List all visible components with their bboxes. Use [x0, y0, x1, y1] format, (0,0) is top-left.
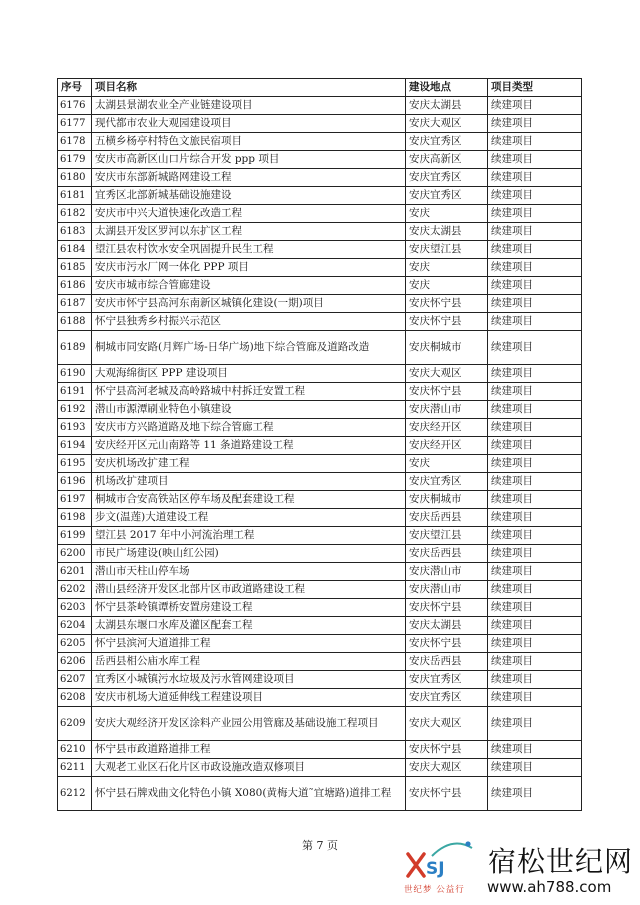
cell-location: 安庆宜秀区: [406, 169, 488, 187]
cell-index: 6212: [58, 777, 92, 811]
cell-project-name: 安庆市方兴路道路及地下综合管廊工程: [92, 419, 406, 437]
cell-index: 6210: [58, 741, 92, 759]
table-row: [58, 599, 582, 617]
table-row: [58, 401, 582, 419]
cell-project-type: 续建项目: [488, 313, 582, 331]
cell-project-name: 桐城市合安高铁站区停车场及配套建设工程: [92, 491, 406, 509]
cell-index: 6200: [58, 545, 92, 563]
cell-index: 6207: [58, 671, 92, 689]
cell-project-type: 续建项目: [488, 545, 582, 563]
cell-project-name: 潜山市天柱山停车场: [92, 563, 406, 581]
cell-project-name: 安庆市怀宁县高河东南新区城镇化建设(一期)项目: [92, 295, 406, 313]
cell-location: 安庆大观区: [406, 707, 488, 741]
cell-index: 6189: [58, 331, 92, 365]
cell-index: 6211: [58, 759, 92, 777]
cell-project-type: 续建项目: [488, 133, 582, 151]
cell-project-type: 续建项目: [488, 741, 582, 759]
cell-project-name: 桐城市同安路(月辉广场-日华广场)地下综合管廊及道路改造: [92, 331, 406, 365]
site-url: www.ah788.com: [487, 878, 612, 896]
cell-project-name: 机场改扩建项目: [92, 473, 406, 491]
cell-project-name: 怀宁县石牌戏曲文化特色小镇 X080(黄梅大道˜宜塘路)道排工程: [92, 777, 406, 811]
cell-project-name: 太湖县东堰口水库及灌区配套工程: [92, 617, 406, 635]
page-number: 第 7 页: [302, 839, 338, 852]
cell-project-type: 续建项目: [488, 383, 582, 401]
cell-project-type: 续建项目: [488, 437, 582, 455]
cell-index: 6208: [58, 689, 92, 707]
column-header-project-name: 项目名称: [92, 79, 406, 97]
cell-project-type: 续建项目: [488, 653, 582, 671]
table-row: [58, 223, 582, 241]
cell-project-name: 安庆市机场大道延伸线工程建设项目: [92, 689, 406, 707]
cell-location: 安庆潜山市: [406, 401, 488, 419]
table-row: [58, 759, 582, 777]
cell-location: 安庆: [406, 277, 488, 295]
cell-project-type: 续建项目: [488, 241, 582, 259]
cell-location: 安庆大观区: [406, 115, 488, 133]
table-row: [58, 671, 582, 689]
cell-index: 6206: [58, 653, 92, 671]
logo-letters: SJ: [426, 859, 445, 879]
table-row: [58, 635, 582, 653]
cell-index: 6205: [58, 635, 92, 653]
cell-project-name: 望江县农村饮水安全巩固提升民生工程: [92, 241, 406, 259]
cell-index: 6203: [58, 599, 92, 617]
cell-project-name: 市民广场建设(映山红公园): [92, 545, 406, 563]
cell-project-type: 续建项目: [488, 401, 582, 419]
table-row: [58, 295, 582, 313]
cell-project-name: 步文(温莲)大道建设工程: [92, 509, 406, 527]
cell-index: 6181: [58, 187, 92, 205]
table-row: [58, 527, 582, 545]
cell-index: 6197: [58, 491, 92, 509]
table-row: [58, 205, 582, 223]
cell-index: 6182: [58, 205, 92, 223]
cell-index: 6193: [58, 419, 92, 437]
cell-project-type: 续建项目: [488, 97, 582, 115]
table-row: [58, 97, 582, 115]
cell-project-type: 续建项目: [488, 509, 582, 527]
cell-project-type: 续建项目: [488, 419, 582, 437]
cell-index: 6191: [58, 383, 92, 401]
site-name: 宿松世纪网: [488, 845, 634, 878]
cell-project-type: 续建项目: [488, 671, 582, 689]
cell-index: 6183: [58, 223, 92, 241]
cell-index: 6192: [58, 401, 92, 419]
cell-index: 6187: [58, 295, 92, 313]
cell-location: 安庆桐城市: [406, 331, 488, 365]
cell-location: 安庆经开区: [406, 419, 488, 437]
cell-location: 安庆怀宁县: [406, 383, 488, 401]
table-row: [58, 331, 582, 365]
cell-location: 安庆潜山市: [406, 581, 488, 599]
cell-project-type: 续建项目: [488, 563, 582, 581]
cell-project-name: 太湖县开发区罗河以东扩区工程: [92, 223, 406, 241]
cell-location: 安庆太湖县: [406, 223, 488, 241]
cell-project-name: 大观海绵街区 PPP 建设项目: [92, 365, 406, 383]
cell-project-name: 安庆市污水厂网一体化 PPP 项目: [92, 259, 406, 277]
cell-project-type: 续建项目: [488, 365, 582, 383]
cell-project-type: 续建项目: [488, 277, 582, 295]
cell-project-type: 续建项目: [488, 187, 582, 205]
table-row: [58, 365, 582, 383]
logo-dot: [465, 841, 470, 846]
cell-index: 6195: [58, 455, 92, 473]
cell-project-name: 宜秀区北部新城基础设施建设: [92, 187, 406, 205]
table-row: [58, 169, 582, 187]
table-row: [58, 259, 582, 277]
table-row: [58, 777, 582, 811]
table-row: [58, 689, 582, 707]
cell-location: 安庆怀宁县: [406, 599, 488, 617]
cell-project-name: 潜山县经济开发区北部片区市政道路建设工程: [92, 581, 406, 599]
cell-index: 6202: [58, 581, 92, 599]
cell-project-name: 太湖县景湖农业全产业链建设项目: [92, 97, 406, 115]
cell-index: 6199: [58, 527, 92, 545]
table-row: [58, 151, 582, 169]
column-header-project-type: 项目类型: [488, 79, 582, 97]
cell-location: 安庆岳西县: [406, 509, 488, 527]
table-row: [58, 419, 582, 437]
cell-location: 安庆高新区: [406, 151, 488, 169]
table-row: [58, 545, 582, 563]
cell-location: 安庆经开区: [406, 437, 488, 455]
cell-project-name: 望江县 2017 年中小河流治理工程: [92, 527, 406, 545]
cell-project-name: 安庆市高新区山口片综合开发 ppp 项目: [92, 151, 406, 169]
logo-slogan: 世纪梦 公益行: [404, 885, 465, 895]
cell-index: 6176: [58, 97, 92, 115]
table-row: [58, 241, 582, 259]
cell-project-type: 续建项目: [488, 223, 582, 241]
cell-location: 安庆: [406, 205, 488, 223]
cell-location: 安庆大观区: [406, 759, 488, 777]
table-row: [58, 187, 582, 205]
cell-location: 安庆怀宁县: [406, 313, 488, 331]
cell-project-type: 续建项目: [488, 491, 582, 509]
cell-location: 安庆桐城市: [406, 491, 488, 509]
cell-project-name: 怀宁县市政道路道排工程: [92, 741, 406, 759]
cell-project-name: 潜山市源潭刷业特色小镇建设: [92, 401, 406, 419]
cell-index: 6185: [58, 259, 92, 277]
cell-project-type: 续建项目: [488, 617, 582, 635]
cell-index: 6177: [58, 115, 92, 133]
cell-project-type: 续建项目: [488, 115, 582, 133]
cell-project-name: 怀宁县独秀乡村振兴示范区: [92, 313, 406, 331]
cell-index: 6184: [58, 241, 92, 259]
table-row: [58, 707, 582, 741]
cell-project-type: 续建项目: [488, 527, 582, 545]
column-header-index: 序号: [58, 79, 92, 97]
cell-project-type: 续建项目: [488, 205, 582, 223]
logo-x-stroke: [408, 854, 424, 876]
cell-location: 安庆怀宁县: [406, 295, 488, 313]
cell-index: 6180: [58, 169, 92, 187]
cell-project-type: 续建项目: [488, 635, 582, 653]
cell-project-type: 续建项目: [488, 331, 582, 365]
cell-project-name: 宜秀区小城镇污水垃圾及污水管网建设项目: [92, 671, 406, 689]
cell-project-name: 安庆市东部新城路网建设工程: [92, 169, 406, 187]
cell-location: 安庆岳西县: [406, 653, 488, 671]
cell-project-name: 怀宁县滨河大道道排工程: [92, 635, 406, 653]
cell-project-name: 安庆经开区元山南路等 11 条道路建设工程: [92, 437, 406, 455]
cell-project-name: 安庆机场改扩建工程: [92, 455, 406, 473]
cell-project-type: 续建项目: [488, 707, 582, 741]
cell-location: 安庆望江县: [406, 527, 488, 545]
cell-project-type: 续建项目: [488, 777, 582, 811]
table-header-row: [58, 79, 582, 97]
table-row: [58, 563, 582, 581]
cell-project-type: 续建项目: [488, 259, 582, 277]
cell-location: 安庆望江县: [406, 241, 488, 259]
cell-location: 安庆岳西县: [406, 545, 488, 563]
cell-project-type: 续建项目: [488, 151, 582, 169]
table-row: [58, 653, 582, 671]
cell-location: 安庆太湖县: [406, 97, 488, 115]
table-row: [58, 509, 582, 527]
cell-project-type: 续建项目: [488, 473, 582, 491]
cell-location: 安庆宜秀区: [406, 689, 488, 707]
cell-project-name: 岳西县相公庙水库工程: [92, 653, 406, 671]
cell-project-type: 续建项目: [488, 599, 582, 617]
cell-project-name: 安庆市中兴大道快速化改造工程: [92, 205, 406, 223]
table-row: [58, 581, 582, 599]
cell-project-name: 现代都市农业大观园建设项目: [92, 115, 406, 133]
cell-index: 6188: [58, 313, 92, 331]
table-row: [58, 437, 582, 455]
cell-project-type: 续建项目: [488, 581, 582, 599]
cell-index: 6186: [58, 277, 92, 295]
cell-project-type: 续建项目: [488, 295, 582, 313]
cell-project-type: 续建项目: [488, 455, 582, 473]
column-header-location: 建设地点: [406, 79, 488, 97]
cell-index: 6198: [58, 509, 92, 527]
cell-project-type: 续建项目: [488, 689, 582, 707]
cell-project-name: 五横乡杨亭村特色文旅民宿项目: [92, 133, 406, 151]
cell-location: 安庆怀宁县: [406, 741, 488, 759]
cell-project-name: 安庆市城市综合管廊建设: [92, 277, 406, 295]
cell-location: 安庆宜秀区: [406, 133, 488, 151]
cell-location: 安庆宜秀区: [406, 187, 488, 205]
cell-project-name: 大观老工业区石化片区市政设施改造双修项目: [92, 759, 406, 777]
cell-location: 安庆宜秀区: [406, 473, 488, 491]
table-row: [58, 383, 582, 401]
table-row: [58, 473, 582, 491]
cell-location: 安庆怀宁县: [406, 777, 488, 811]
cell-index: 6178: [58, 133, 92, 151]
cell-index: 6179: [58, 151, 92, 169]
cell-index: 6194: [58, 437, 92, 455]
cell-project-type: 续建项目: [488, 759, 582, 777]
table-row: [58, 277, 582, 295]
cell-project-name: 安庆大观经济开发区涂料产业园公用管廊及基础设施工程项目: [92, 707, 406, 741]
cell-location: 安庆潜山市: [406, 563, 488, 581]
cell-index: 6196: [58, 473, 92, 491]
cell-index: 6209: [58, 707, 92, 741]
cell-location: 安庆: [406, 259, 488, 277]
cell-index: 6190: [58, 365, 92, 383]
table-row: [58, 313, 582, 331]
cell-location: 安庆太湖县: [406, 617, 488, 635]
table-row: [58, 133, 582, 151]
cell-project-name: 怀宁县茶岭镇谭桥安置房建设工程: [92, 599, 406, 617]
cell-index: 6201: [58, 563, 92, 581]
table-body: [58, 97, 582, 811]
table-row: [58, 741, 582, 759]
cell-location: 安庆怀宁县: [406, 635, 488, 653]
cell-project-name: 怀宁县高河老城及高岭路城中村拆迁安置工程: [92, 383, 406, 401]
cell-index: 6204: [58, 617, 92, 635]
cell-location: 安庆宜秀区: [406, 671, 488, 689]
cell-project-type: 续建项目: [488, 169, 582, 187]
table-row: [58, 455, 582, 473]
table-row: [58, 115, 582, 133]
table-row: [58, 491, 582, 509]
cell-location: 安庆大观区: [406, 365, 488, 383]
cell-location: 安庆: [406, 455, 488, 473]
project-table: [57, 78, 582, 811]
table-row: [58, 617, 582, 635]
